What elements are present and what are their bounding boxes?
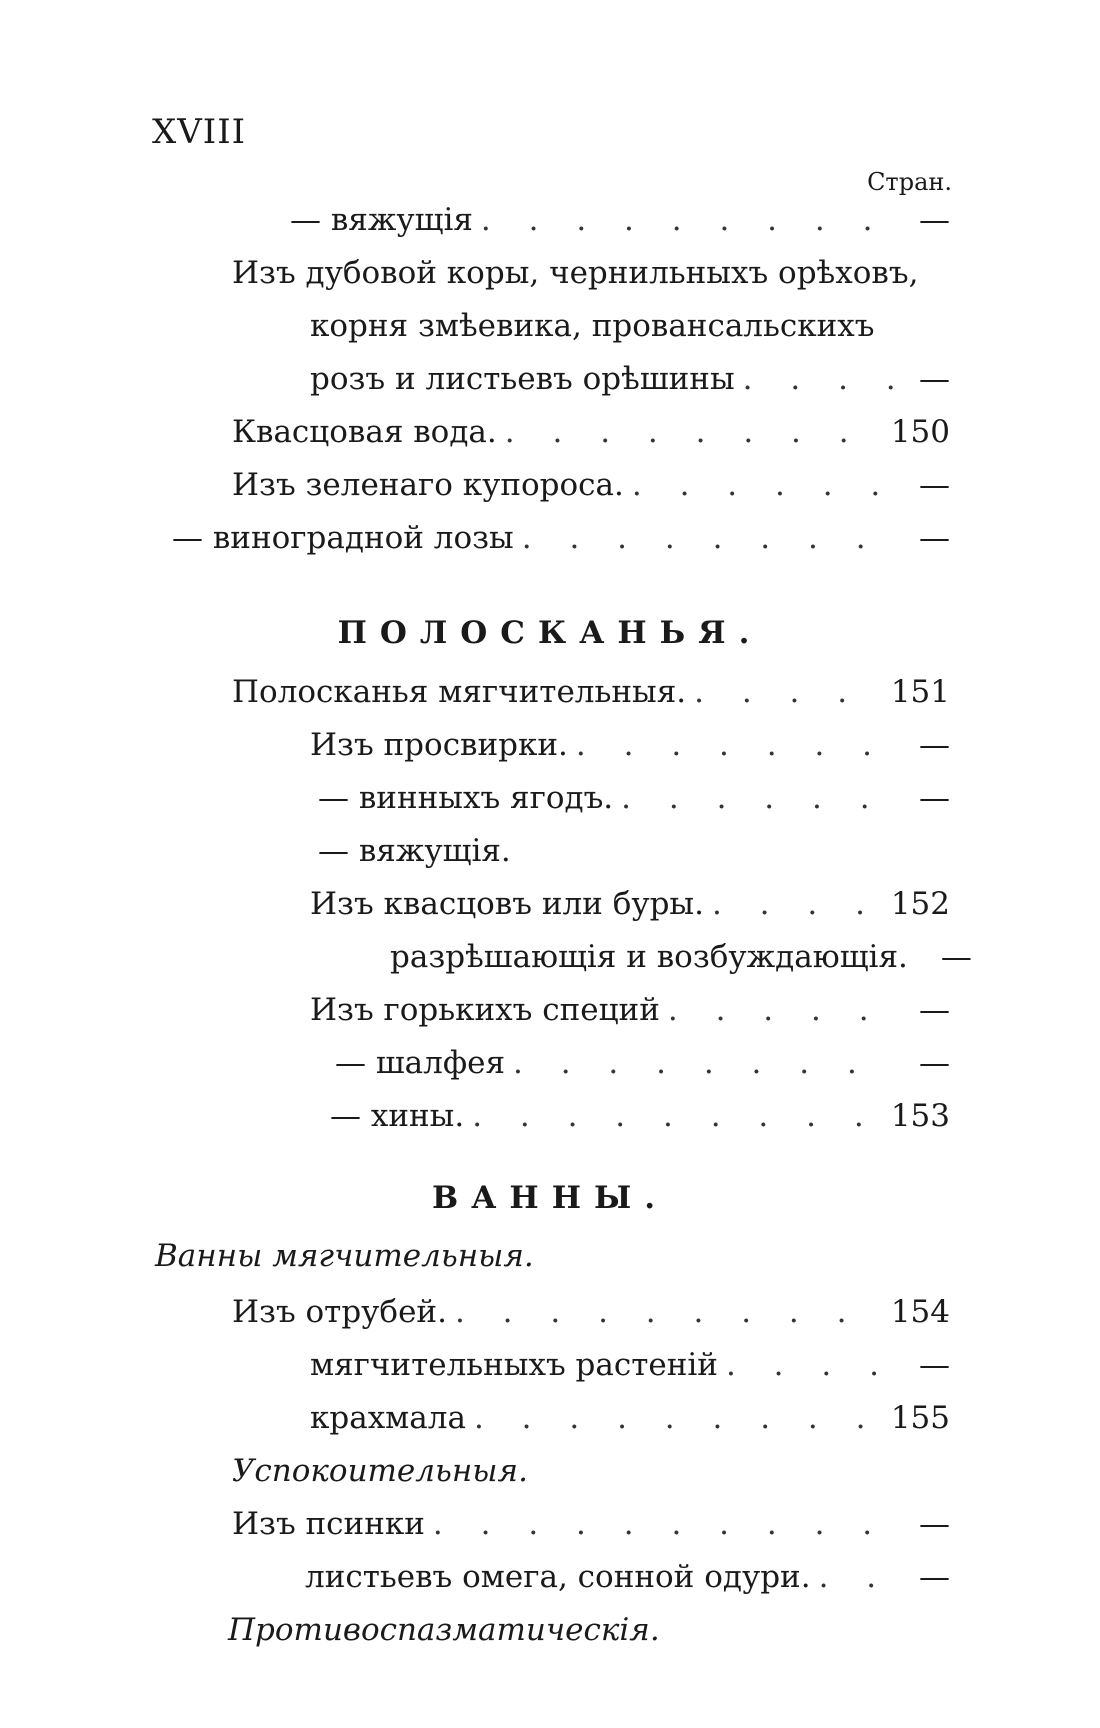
page-number: XVIII [152, 112, 247, 152]
leader-dots [576, 725, 894, 765]
entry-text: Изъ отрубей. [232, 1294, 447, 1330]
entry-page: 152 [890, 886, 950, 922]
entry-text: Изъ псинки [232, 1506, 425, 1542]
entry-text: Квасцовая вода. [232, 414, 497, 450]
leader-dots [474, 1398, 883, 1438]
toc-entry [172, 518, 950, 558]
column-header: Стран. [867, 168, 952, 196]
leader-dots [632, 465, 894, 505]
subsection-title: Ванны мягчительныя. [155, 1238, 534, 1274]
toc-entry [305, 1557, 950, 1597]
toc-entry [232, 672, 950, 712]
entry-page: — [919, 1506, 950, 1542]
entry-page: — [919, 520, 950, 556]
toc-entry [310, 725, 950, 765]
entry-page: — [919, 202, 950, 238]
entry-page: — [919, 992, 950, 1028]
section-heading: ПОЛОСКАНЬЯ. [337, 615, 763, 651]
leader-dots [694, 672, 883, 712]
leader-dots [621, 778, 894, 818]
toc-entry [232, 253, 919, 293]
toc-entry [310, 1345, 950, 1385]
entry-page: — [919, 1559, 950, 1595]
toc-entry [335, 1043, 950, 1083]
toc-entry [318, 831, 718, 871]
entry-text: — виноградной лозы [172, 520, 514, 556]
entry-page: 151 [890, 674, 950, 710]
leader-dots [481, 200, 894, 240]
toc-entry [310, 306, 910, 346]
leader-dots [455, 1292, 883, 1332]
toc-entry [232, 412, 950, 452]
entry-text: — вяжущія [290, 202, 473, 238]
leader-dots [726, 1345, 894, 1385]
subsection-title: Успокоительныя. [232, 1453, 528, 1489]
entry-text: Изъ просвирки. [310, 727, 568, 763]
entry-page: — [919, 467, 950, 503]
entry-page: 150 [890, 414, 950, 450]
leader-dots [668, 990, 894, 1030]
leader-dots [522, 518, 894, 558]
toc-entry [232, 1292, 950, 1332]
entry-text: разрѣшающія и возбуждающія. [390, 939, 908, 975]
entry-page: 155 [890, 1400, 950, 1436]
toc-entry [310, 1398, 950, 1438]
toc-entry [310, 359, 950, 399]
entry-page: — [919, 1045, 950, 1081]
entry-page: — [919, 361, 950, 397]
leader-dots [433, 1504, 894, 1544]
entry-text: листьевъ омега, сонной одури. [305, 1559, 811, 1595]
toc-entry [232, 465, 950, 505]
subsection-title: Противоспазматическія. [228, 1612, 660, 1648]
toc-entry [310, 990, 950, 1030]
toc-entry [390, 937, 972, 977]
leader-dots [743, 359, 894, 399]
entry-page: 153 [890, 1098, 950, 1134]
entry-page: — [919, 780, 950, 816]
entry-text: розъ и листьевъ орѣшины [310, 361, 735, 397]
entry-page: — [919, 1347, 950, 1383]
toc-entry [318, 778, 950, 818]
entry-text: — винныхъ ягодъ. [318, 780, 614, 816]
toc-entry [290, 200, 950, 240]
entry-text: Изъ зеленаго купороса. [232, 467, 624, 503]
entry-text: мягчительныхъ растеній [310, 1347, 718, 1383]
entry-text: — вяжущія. [318, 833, 511, 869]
toc-entry [310, 884, 950, 924]
entry-text: Изъ квасцовъ или буры. [310, 886, 704, 922]
entry-text: — шалфея [335, 1045, 506, 1081]
entry-text: — хины. [330, 1098, 465, 1134]
section-heading: ВАННЫ. [431, 1180, 669, 1216]
entry-page: — [940, 939, 972, 975]
toc-entry [232, 1504, 950, 1544]
entry-text: Изъ дубовой коры, чернильныхъ орѣховъ, [232, 255, 919, 291]
leader-dots [513, 1043, 894, 1083]
entry-text: Полосканья мягчительныя. [232, 674, 687, 710]
leader-dots [819, 1557, 894, 1597]
leader-dots [472, 1096, 883, 1136]
entry-text: Изъ горькихъ специй [310, 992, 660, 1028]
leader-dots [505, 412, 883, 452]
entry-page: 154 [890, 1294, 950, 1330]
leader-dots [712, 884, 883, 924]
entry-page: — [919, 727, 950, 763]
entry-text: крахмала [310, 1400, 466, 1436]
entry-text: корня змѣевика, провансальскихъ [310, 308, 875, 344]
toc-entry [330, 1096, 950, 1136]
